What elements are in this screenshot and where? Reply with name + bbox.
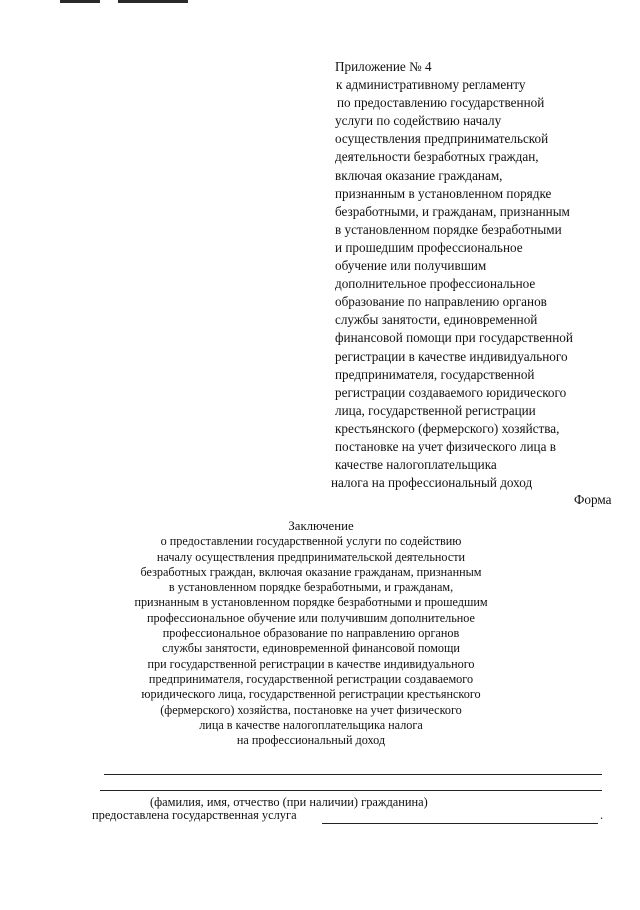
appendix-line: крестьянского (фермерского) хозяйства,	[335, 420, 560, 436]
conclusion-line: на профессиональный доход	[236, 733, 386, 748]
appendix-line: включая оказание гражданам,	[335, 167, 503, 183]
conclusion-line: о предоставлении государственной услуги по содействию	[160, 534, 462, 549]
appendix-block	[331, 58, 635, 492]
conclusion-line: профессиональное образование по направлению органов	[162, 626, 460, 641]
conclusion-line: началу осуществления предпринимательской деятельности	[156, 549, 466, 564]
appendix-line: признанным в установленном порядке	[335, 185, 552, 201]
conclusion-line: безработных граждан, включая оказание гражданам, признанным	[140, 564, 482, 579]
scan-artifact	[118, 0, 188, 3]
conclusion-line: (фермерского) хозяйства, постановке на учет физического	[160, 702, 462, 717]
appendix-line: безработными, и гражданам, признанным	[335, 203, 570, 219]
form-label: Форма	[574, 492, 612, 507]
conclusion-line: лица в качестве налогоплательщика налога	[199, 717, 423, 732]
appendix-line: Приложение № 4	[335, 59, 432, 74]
appendix-line: предпринимателя, государственной	[335, 366, 535, 382]
conclusion-line: при государственной регистрации в качестве индивидуального	[147, 656, 475, 671]
scan-artifact	[60, 0, 100, 3]
appendix-line: лица, государственной регистрации	[335, 402, 536, 418]
name-field-caption: (фамилия, имя, отчество (при наличии) гражданина)	[150, 795, 428, 809]
appendix-line: постановке на учет физического лица в	[335, 438, 556, 454]
appendix-line: регистрации создаваемого юридического	[335, 384, 567, 400]
appendix-line: службы занятости, единовременной	[335, 312, 538, 328]
conclusion-line: юридического лица, государственной регистрации крестьянского	[141, 687, 481, 702]
appendix-line: по предоставлению государственной	[337, 95, 545, 111]
appendix-line: и прошедшим профессиональное	[335, 239, 523, 255]
appendix-line: к административному регламенту	[336, 77, 526, 93]
name-field-underline	[100, 790, 602, 791]
appendix-line: услуги по содействию началу	[335, 113, 502, 129]
provided-service-field[interactable]	[322, 823, 598, 824]
name-field-line[interactable]	[104, 774, 602, 775]
appendix-line: осуществления предпринимательской	[335, 131, 549, 147]
provided-service-period: .	[600, 808, 604, 822]
appendix-line: дополнительное профессиональное	[335, 276, 536, 292]
appendix-line: деятельности безработных граждан,	[335, 149, 539, 165]
conclusion-block	[0, 519, 626, 748]
appendix-line: финансовой помощи при государственной	[335, 330, 573, 346]
appendix-line: обучение или получившим	[335, 258, 487, 274]
provided-service-label: предоставлена государственная услуга	[92, 808, 297, 822]
conclusion-line: в установленном порядке безработными, и гражданам,	[168, 580, 454, 595]
appendix-line: в установленном порядке безработными	[335, 221, 562, 237]
appendix-line: регистрации в качестве индивидуального	[335, 348, 568, 364]
conclusion-heading: Заключение	[288, 519, 354, 533]
appendix-line: налога на профессиональный доход	[331, 475, 533, 491]
conclusion-line: предпринимателя, государственной регистрации создаваемого	[148, 671, 474, 686]
appendix-line: качестве налогоплательщика	[335, 457, 497, 473]
appendix-line: образование по направлению органов	[335, 294, 547, 310]
conclusion-line: профессиональное обучение или получившим дополнительное	[147, 610, 475, 625]
conclusion-line: признанным в установленном порядке безработными и прошедшим	[134, 595, 488, 610]
conclusion-line: службы занятости, единовременной финансовой помощи	[162, 641, 460, 656]
